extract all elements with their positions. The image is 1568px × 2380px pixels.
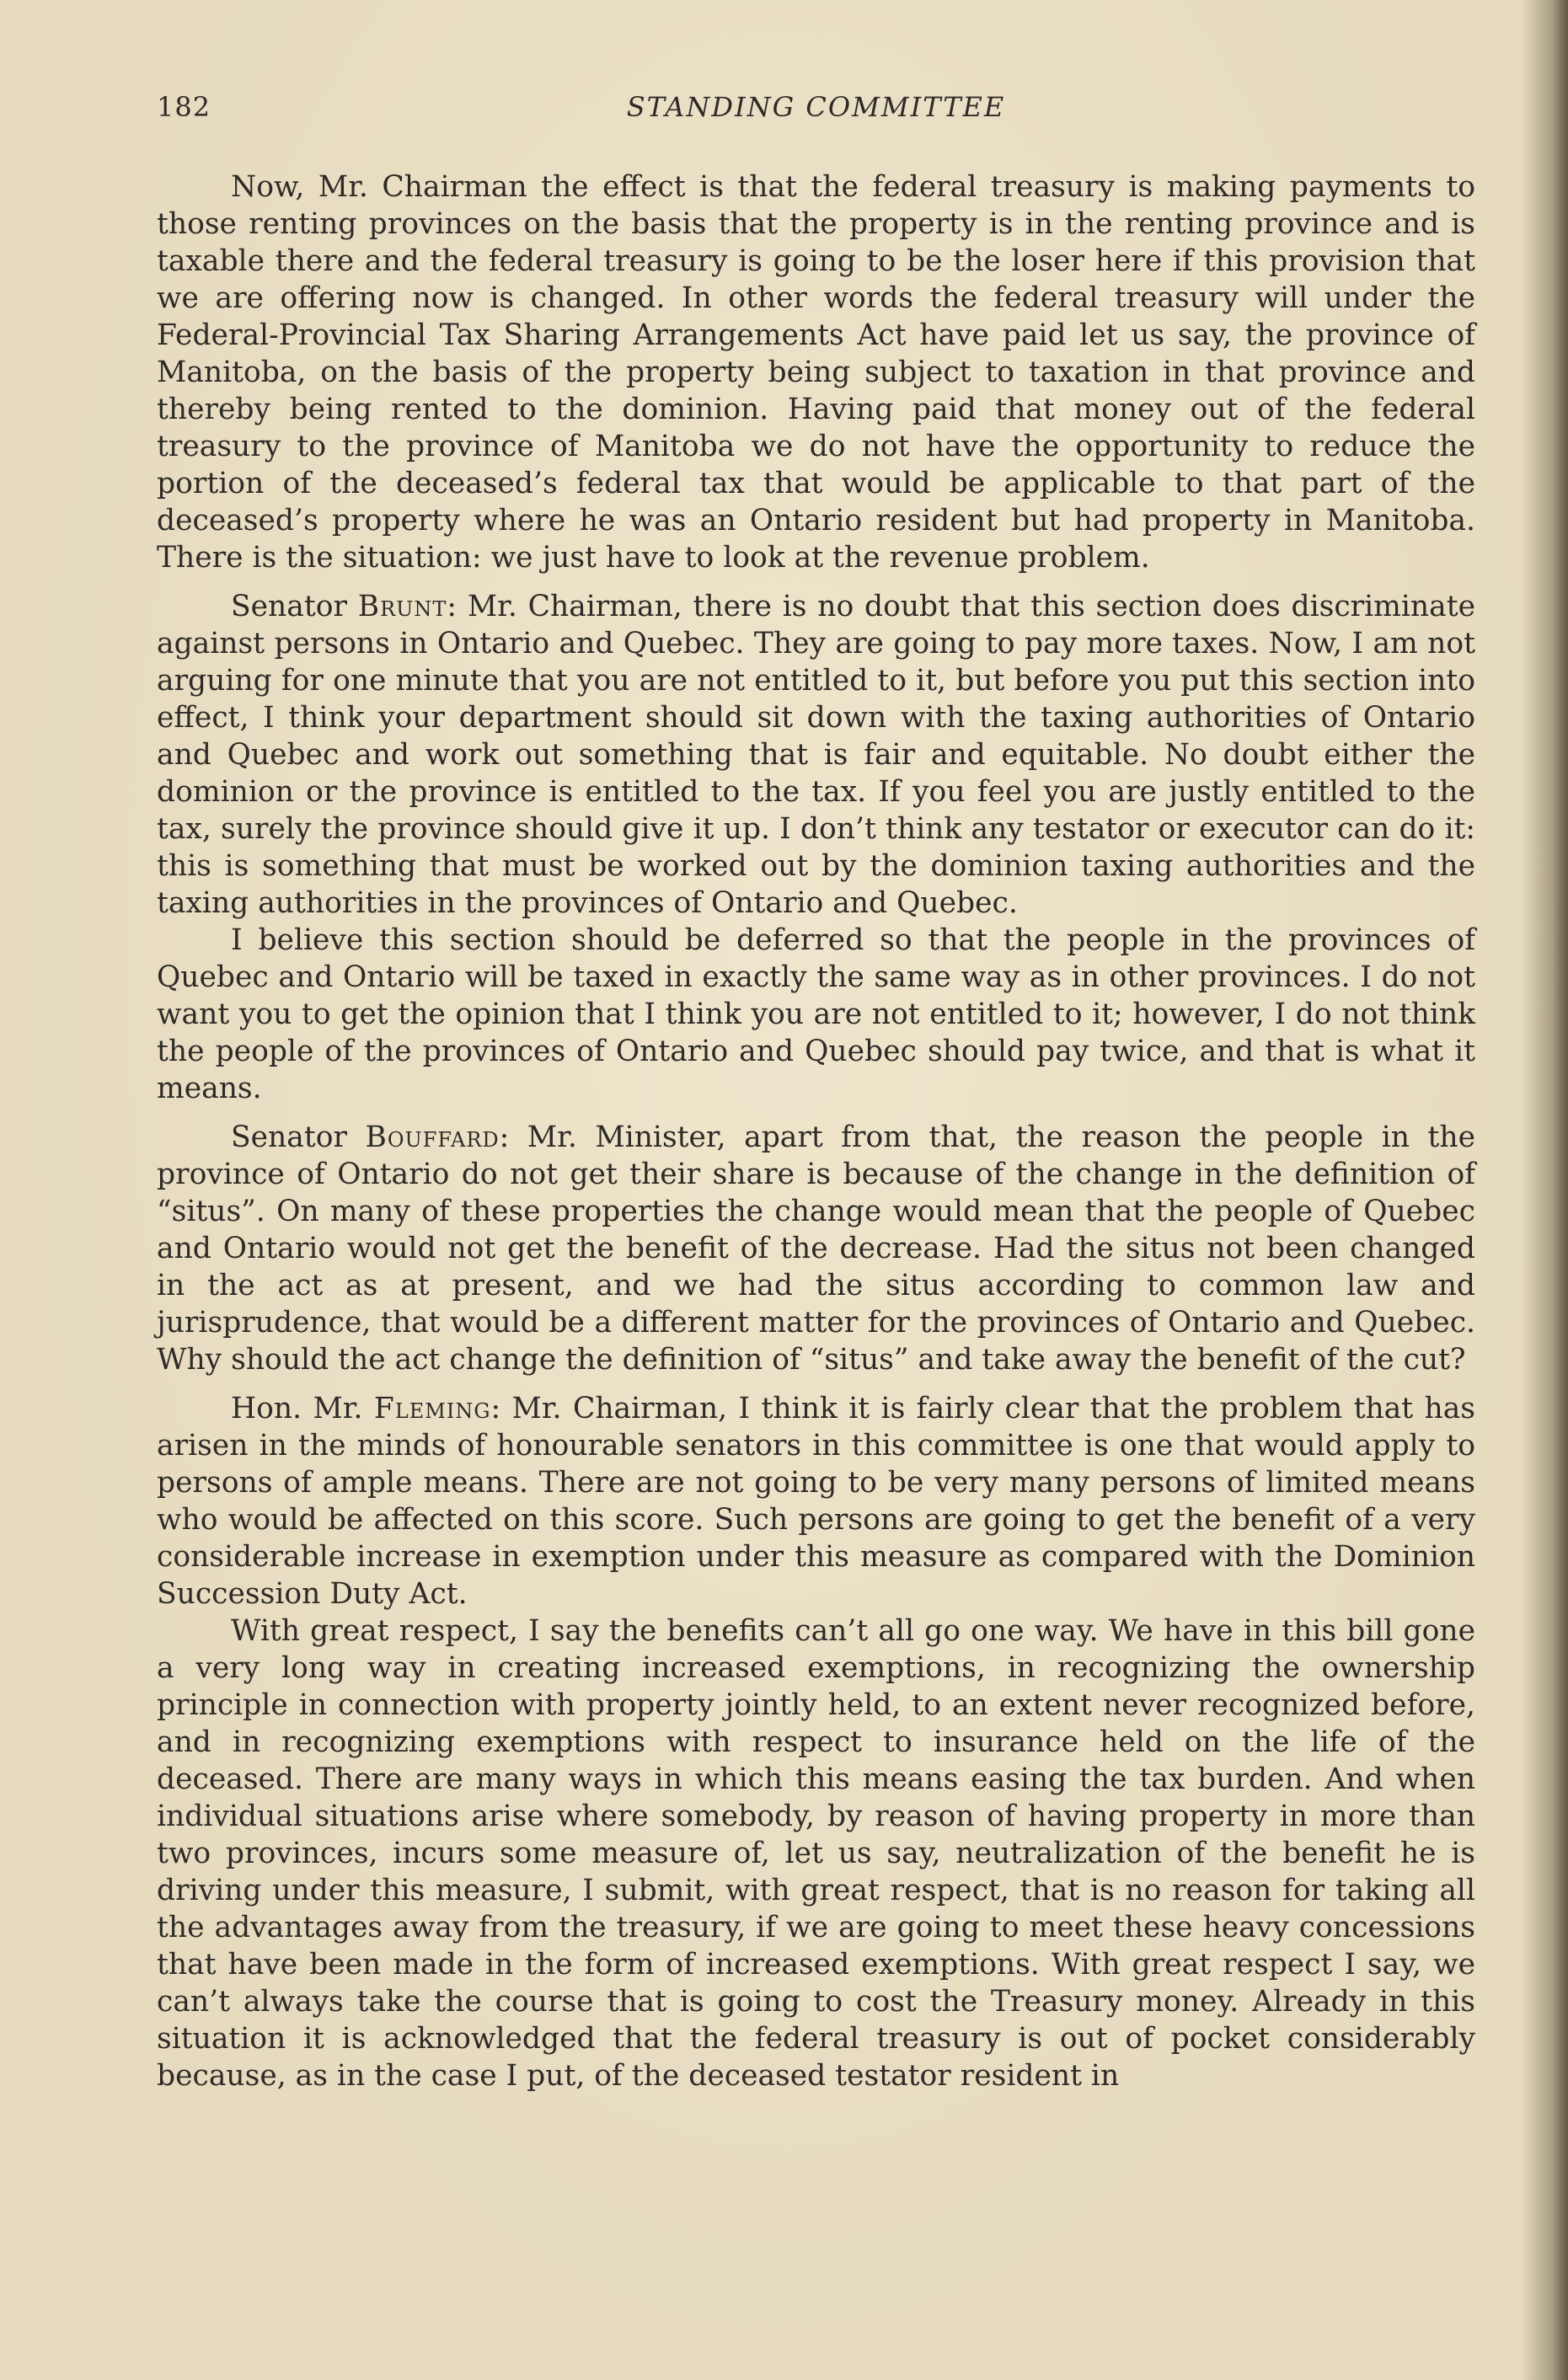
paragraph-5 xyxy=(157,1390,1475,1613)
paragraph-text: : Mr. Chairman, I think it is fairly clear that the problem that has arisen in the minds of honourable senators in this committee is one that would apply to persons of ample means. There are not going to be very many persons of limited means who would be affected on this score. Such persons are going to get the benefit of a very considerable increase in exemption under this measure as compared with the Dominion Succession Duty Act. xyxy=(157,1392,1475,1611)
paragraph-text: : Mr. Minister, apart from that, the reason the people in the province of Ontario do not get their share is because of the change in the definition of “situs”. On many of these properties the change would mean that the people of Quebec and Ontario would not get the benefit of the decrease. Had the situs not been changed in the act as at present, and we had the situs according to common law and jurisprudence, that would be a different matter for the provinces of Ontario and Quebec. Why should the act change the definition of “situs” and take away the benefit of the cut? xyxy=(157,1120,1476,1377)
speaker-name: Fleming xyxy=(373,1392,491,1425)
speaker-prefix: Hon. Mr. xyxy=(231,1392,374,1425)
speaker-name: Brunt xyxy=(357,590,447,623)
paragraph-6 xyxy=(157,1613,1475,2094)
speaker-prefix: Senator xyxy=(231,1120,366,1154)
running-title: STANDING COMMITTEE xyxy=(626,91,1006,123)
paragraph-3 xyxy=(157,922,1475,1107)
paragraph-1 xyxy=(157,168,1475,576)
page-edge-shadow xyxy=(1553,0,1568,2380)
paragraph-4 xyxy=(157,1119,1475,1378)
page-header xyxy=(157,91,1475,133)
paragraph-text: I believe this section should be deferred so that the people in the provinces of Quebec and Ontario will be taxed in exactly the same way as in other provinces. I do not want you to get the opinion that I think you are not entitled to it; however, I do not think the people of the provinces of Ontario and Quebec should pay twice, and that is what it means. xyxy=(157,923,1475,1105)
paragraph-text: : Mr. Chairman, there is no doubt that this section does discriminate against persons in Ontario and Quebec. They are going to pay more taxes. Now, I am not arguing for one minute that you are not entitled to it, but before you put this section into effect, I think your department should sit down with the taxing authorities of Ontario and Quebec and work out something that is fair and equitable. No doubt either the dominion or the province is entitled to the tax. If you feel you are justly entitled to the tax, surely the province should give it up. I don’t think any testator or executor can do it: this is something that must be worked out by the dominion taxing authorities and the taxing authorities in the provinces of Ontario and Quebec. xyxy=(157,590,1476,920)
paragraph-2 xyxy=(157,588,1475,922)
document-body xyxy=(157,168,1475,2094)
speaker-name: Bouffard xyxy=(365,1120,500,1154)
page-number: 182 xyxy=(157,91,211,123)
paragraph-text: With great respect, I say the benefits can’t all go one way. We have in this bill gone a very long way in creating increased exemptions, in recognizing the ownership principle in connection with property jointly held, to an extent never recognized before, and in recognizing exemptions with respect to insurance held on the life of the deceased. There are many ways in which this means easing the tax burden. And when individual situations arise where somebody, by reason of having property in more than two provinces, incurs some measure of, let us say, neutralization of the benefit he is driving under this measure, I submit, with great respect, that is no reason for taking all the advantages away from the treasury, if we are going to meet these heavy concessions that have been made in the form of increased exemptions. With great respect I say, we can’t always take the course that is going to cost the Treasury money. Already in this situation it is acknowledged that the federal treasury is out of pocket considerably because, as in the case I put, of the deceased testator resident in xyxy=(157,1614,1475,2093)
speaker-prefix: Senator xyxy=(231,590,358,623)
paragraph-text: Now, Mr. Chairman the effect is that the federal treasury is making payments to those renting provinces on the basis that the property is in the renting province and is taxable there and the federal treasury is going to be the loser here if this provision that we are offering now is changed. In other words the federal treasury will under the Federal-Provincial Tax Sharing Arrangements Act have paid let us say, the province of Manitoba, on the basis of the property being subject to taxation in that province and thereby being rented to the dominion. Having paid that money out of the federal treasury to the province of Manitoba we do not have the opportunity to reduce the portion of the deceased’s federal tax that would be applicable to that part of the deceased’s property where he was an Ontario resident but had property in Manitoba. There is the situation: we just have to look at the revenue problem. xyxy=(157,170,1475,575)
